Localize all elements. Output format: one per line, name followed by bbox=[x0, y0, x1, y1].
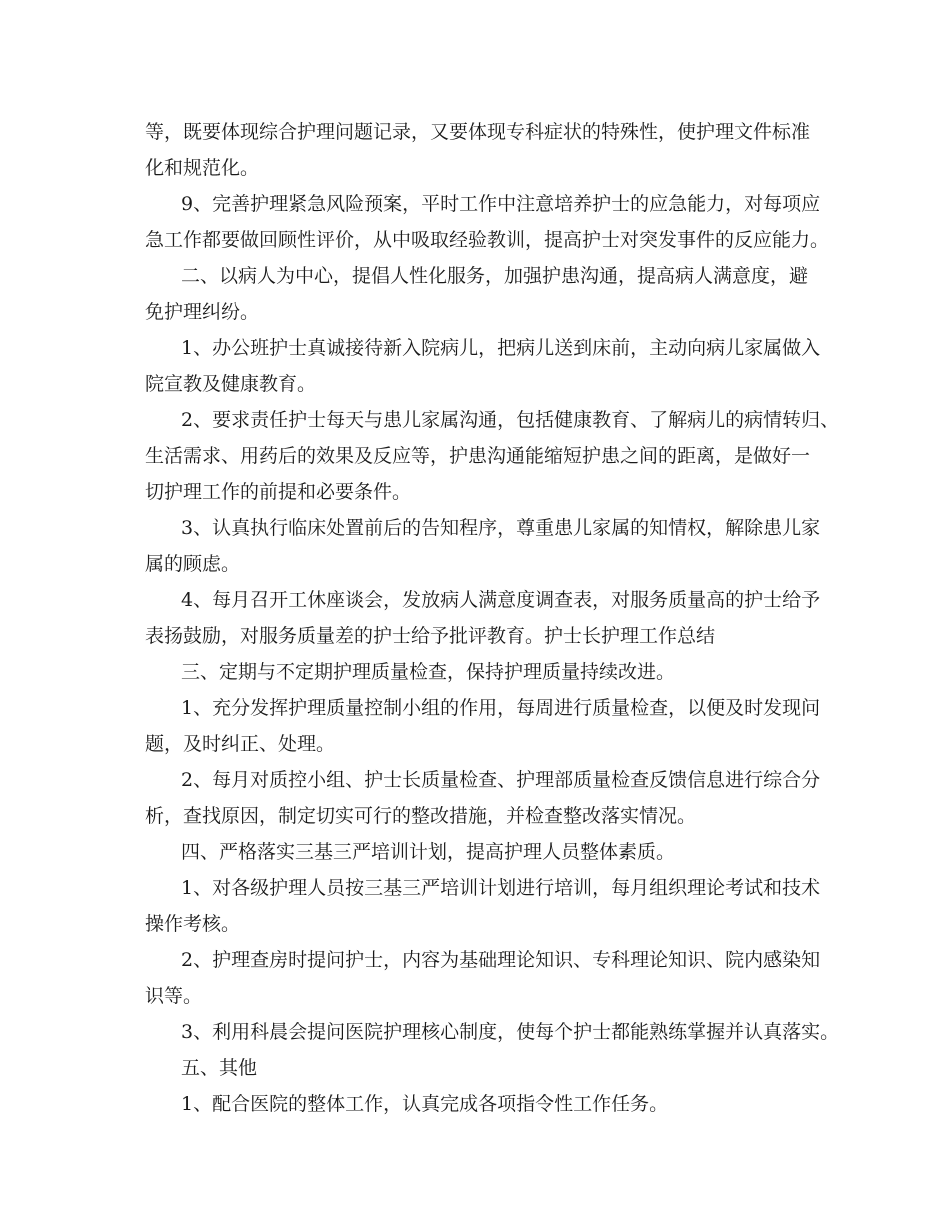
text-line: 9、完善护理紧急风险预案，平时工作中注意培养护士的应急能力，对每项应 bbox=[181, 193, 821, 215]
text-line: 化和规范化。 bbox=[145, 157, 260, 179]
text-line: 生活需求、用药后的效果及反应等，护患沟通能缩短护患之间的距离，是做好一 bbox=[145, 445, 811, 467]
text-line: 免护理纠纷。 bbox=[145, 301, 260, 323]
text-line: 属的顾虑。 bbox=[145, 553, 241, 575]
text-line: 1、配合医院的整体工作，认真完成各项指令性工作任务。 bbox=[181, 1093, 669, 1115]
section-heading: 四、严格落实三基三严培训计划，提高护理人员整体素质。 bbox=[181, 841, 676, 863]
text-line: 3、利用科晨会提问医院护理核心制度，使每个护士都能熟练掌握并认真落实。 bbox=[181, 1021, 840, 1043]
text-line: 3、认真执行临床处置前后的告知程序，尊重患儿家属的知情权，解除患儿家 bbox=[181, 517, 821, 539]
text-line: 2、每月对质控小组、护士长质量检查、护理部质量检查反馈信息进行综合分 bbox=[181, 769, 821, 791]
text-line: 2、护理查房时提问护士，内容为基础理论知识、专科理论知识、院内感染知 bbox=[181, 949, 821, 971]
text-line: 表扬鼓励，对服务质量差的护士给予批评教育。护士长护理工作总结 bbox=[145, 625, 716, 647]
section-heading: 五、其他 bbox=[181, 1057, 258, 1079]
text-line: 切护理工作的前提和必要条件。 bbox=[145, 481, 412, 503]
text-line: 4、每月召开工休座谈会，发放病人满意度调查表，对服务质量高的护士给予 bbox=[181, 589, 821, 611]
text-line: 急工作都要做回顾性评价，从中吸取经验教训，提高护士对突发事件的反应能力。 bbox=[145, 229, 830, 251]
text-line: 识等。 bbox=[145, 985, 203, 1007]
text-line: 1、办公班护士真诚接待新入院病儿，把病儿送到床前，主动向病儿家属做入 bbox=[181, 337, 821, 359]
text-line: 2、要求责任护士每天与患儿家属沟通，包括健康教育、了解病儿的病情转归、 bbox=[181, 409, 840, 431]
section-heading: 三、定期与不定期护理质量检查，保持护理质量持续改进。 bbox=[181, 661, 676, 683]
text-line: 析，查找原因，制定切实可行的整改措施，并检查整改落实情况。 bbox=[145, 805, 697, 827]
section-heading: 二、以病人为中心，提倡人性化服务，加强护患沟通，提高病人满意度，避 bbox=[181, 265, 809, 287]
text-line: 操作考核。 bbox=[145, 913, 241, 935]
text-line: 等，既要体现综合护理问题记录，又要体现专科症状的特殊性，使护理文件标准 bbox=[145, 121, 811, 143]
text-line: 题，及时纠正、处理。 bbox=[145, 733, 336, 755]
text-line: 院宣教及健康教育。 bbox=[145, 373, 317, 395]
text-line: 1、充分发挥护理质量控制小组的作用，每周进行质量检查，以便及时发现问 bbox=[181, 697, 821, 719]
text-line: 1、对各级护理人员按三基三严培训计划进行培训，每月组织理论考试和技术 bbox=[181, 877, 821, 899]
